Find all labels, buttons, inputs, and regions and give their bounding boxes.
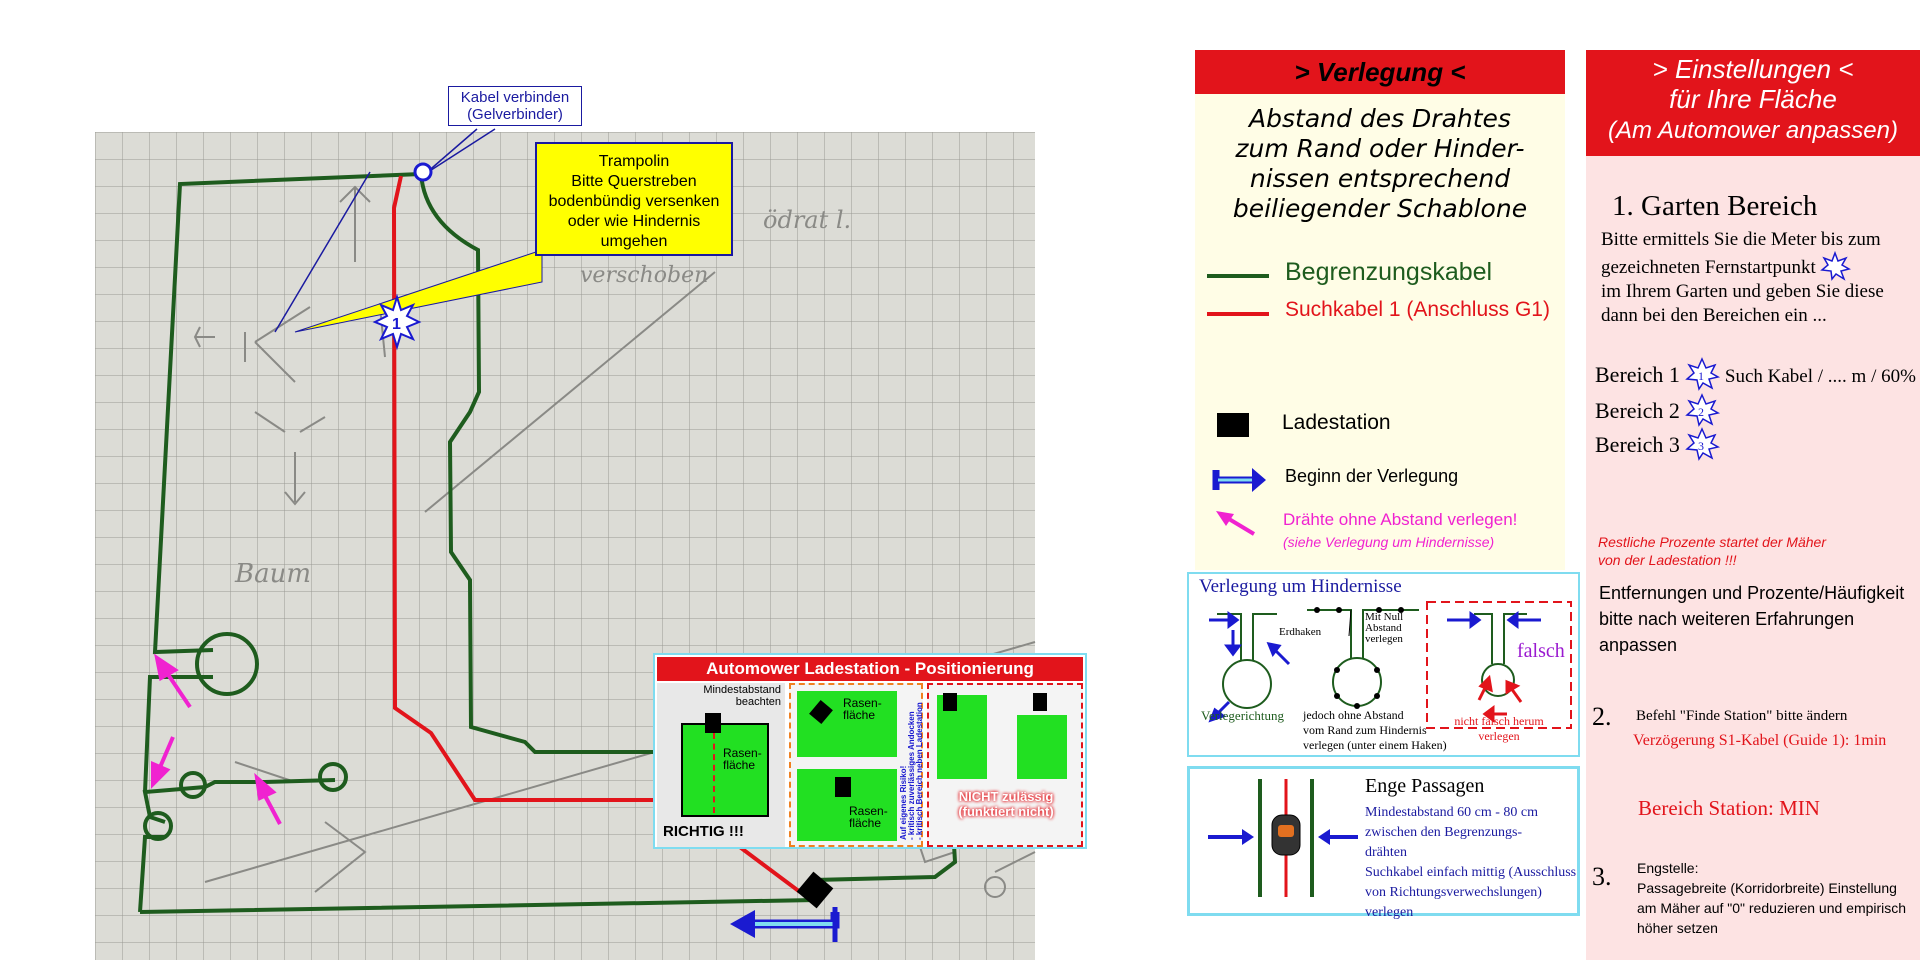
legend-beginn: Beginn der Verlegung [1285, 466, 1459, 486]
legend-begrenzung: Begrenzungskabel [1285, 258, 1493, 286]
s1-title: Garten Bereich [1641, 190, 1818, 222]
rasen-2c: fläche [849, 816, 882, 830]
enge-title: Enge Passagen [1365, 775, 1485, 797]
legend-ladestation-icon [1217, 413, 1249, 437]
desc-2: zum Rand oder Hinder- [1235, 134, 1525, 163]
nicht-falsch-1: nicht falsch herum [1454, 714, 1544, 728]
s2-num: 2. [1592, 702, 1612, 731]
legend-draehte-2: (siehe Verlegung um Hindernisse) [1283, 534, 1495, 550]
s1-num: 1. [1612, 190, 1634, 222]
tramp-5: umgehen [600, 233, 668, 250]
enge-1: Mindestabstand 60 cm - 80 cm [1365, 805, 1539, 820]
rest-2: von der Ladestation !!! [1598, 552, 1737, 568]
kabel-callout [448, 86, 582, 126]
lade-risiko [789, 683, 923, 847]
legend-green-line [1207, 274, 1269, 278]
gelverbinder-marker [415, 164, 431, 180]
falsch: falsch [1517, 640, 1565, 662]
verlegung-header: > Verlegung < [1195, 50, 1565, 94]
nicht-falsch-2: verlegen [1478, 729, 1520, 743]
desc-1: Abstand des Drahtes [1249, 104, 1511, 133]
richtig-text: RICHTIG !!! [663, 823, 744, 840]
legend-magenta-arrow-icon [1214, 508, 1258, 538]
s1-text-2: gezeichneten Fernstartpunkt [1601, 257, 1816, 278]
rasen-1b: Rasen- [843, 696, 882, 710]
s3-text-2: am Mäher auf "0" reduzieren und empirisch [1637, 900, 1907, 916]
rasen-2b: fläche [843, 708, 876, 722]
mindestabstand-text-1: Mindestabstand [703, 684, 781, 696]
sketch-baum: Baum [235, 559, 312, 589]
jedoch [1303, 708, 1447, 753]
jedoch-2: vom Rand zum Hindernis [1303, 723, 1427, 737]
ladestation-panel [653, 653, 1087, 849]
mit-null-2: Abstand [1365, 622, 1402, 634]
verlegung-desc [1195, 104, 1565, 224]
tramp-1: Trampolin [598, 153, 670, 170]
tramp-2: Bitte Querstreben [571, 173, 697, 190]
enge-text [1365, 803, 1577, 923]
s3-text [1637, 858, 1906, 938]
ladestation-title: Automower Ladestation - Positionierung [657, 657, 1083, 681]
enge-2: zwischen den Begrenzungs- [1365, 825, 1523, 840]
eh-1: > Einstellungen < [1652, 54, 1854, 84]
bereich-1-note: Such Kabel / .... m / 60% [1724, 366, 1916, 387]
rest-1: Restliche Prozente startet der Mäher [1598, 534, 1826, 550]
star-2-icon [1685, 394, 1719, 426]
s3-title: Engstelle: [1637, 860, 1699, 876]
entf-1: Entfernungen und Prozente/Häufigkeit [1599, 583, 1905, 603]
lade-richtig [657, 683, 785, 847]
bereich-list [1595, 358, 1916, 462]
enge-drawing [1190, 769, 1360, 909]
star-2-label: 2 [1698, 405, 1705, 419]
enge-panel [1187, 766, 1580, 920]
sketch-top: ödrat l. [763, 206, 852, 234]
nicht-1: NICHT zulässig [958, 789, 1054, 804]
star-3-icon [1685, 428, 1719, 460]
s2-red: Verzögerung S1-Kabel (Guide 1): 1min [1633, 732, 1887, 749]
tramp-4: oder wie Hindernis [567, 213, 701, 230]
tramp-3: bodenbündig versenken [548, 193, 720, 210]
bereich-1-row [1595, 358, 1916, 394]
bereich-3-row [1595, 428, 1916, 462]
bereich-station: Bereich Station: MIN [1638, 796, 1820, 820]
legend-red-line [1207, 312, 1269, 316]
star-1-label: 1 [1698, 369, 1705, 383]
erdhaken: Erdhaken [1279, 626, 1322, 638]
rest-text [1598, 533, 1826, 569]
bereich-2: Bereich 2 [1595, 398, 1680, 423]
s3-text-3: höher setzen [1637, 920, 1718, 936]
sketch-verschoben: verschoben [580, 263, 709, 288]
rasen-1c: Rasen- [849, 804, 888, 818]
legend-draehte-1: Drähte ohne Abstand verlegen! [1283, 510, 1518, 529]
nicht-2: (funktiert nicht) [958, 804, 1054, 819]
legend-such: Suchkabel 1 (Anschluss G1) [1285, 298, 1550, 321]
risiko-3: - kritisch Bereich neben Ladestation [915, 702, 924, 840]
nicht-text [933, 789, 1079, 819]
enge-4: Suchkabel einfach mittig (Ausschluss [1365, 865, 1577, 880]
lade-nicht [927, 683, 1083, 847]
enge-3: drähten [1365, 845, 1407, 860]
desc-4: beiliegender Schablone [1232, 194, 1528, 223]
eh-2: für Ihre Fläche [1669, 84, 1837, 114]
s3-num: 3. [1592, 862, 1612, 891]
star-3-label: 3 [1698, 439, 1705, 453]
mit-null-1: Mit Null [1365, 611, 1404, 623]
garden-plan [95, 132, 1054, 960]
kabel-callout-2: (Gelverbinder) [467, 106, 563, 123]
rasen-2: fläche [723, 758, 756, 772]
mit-null [1365, 612, 1403, 645]
legend-ladestation: Ladestation [1282, 411, 1391, 434]
jedoch-3: verlegen (unter einem Haken) [1303, 738, 1447, 752]
risiko-1: Auf eigenes Risiko! [899, 765, 908, 840]
hindernisse-title: Verlegung um Hindernisse [1199, 576, 1402, 597]
mit-null-3: verlegen [1365, 633, 1403, 645]
einstellungen-panel [1586, 50, 1920, 960]
s1-text-1: Bitte ermittels Sie die Meter bis zum [1601, 229, 1881, 250]
eh-3: (Am Automower anpassen) [1608, 117, 1898, 144]
bereich-3: Bereich 3 [1595, 432, 1680, 457]
mindestabstand-text-2: beachten [735, 696, 781, 708]
rasen-1: Rasen- [723, 746, 762, 760]
nicht-falsch [1439, 714, 1559, 744]
legend-beginn-icon [1212, 464, 1268, 494]
s3-text-1: Passagebreite (Korridorbreite) Einstellung [1637, 880, 1897, 896]
s1-text [1601, 228, 1919, 328]
verlegerichtung: Verlegerichtung [1201, 708, 1285, 723]
start-star-label: 1 [392, 316, 401, 333]
s1-text-3: im Ihrem Garten und geben Sie diese [1601, 281, 1884, 302]
risiko-2: - kritisch zuverlässiges Andocken [907, 711, 916, 840]
entf-text [1599, 580, 1920, 658]
star-1-icon [1685, 358, 1719, 390]
desc-3: nissen entsprechend [1249, 164, 1511, 193]
kabel-callout-1: Kabel verbinden [460, 89, 570, 106]
s1-text-4: dann bei den Bereichen ein ... [1601, 305, 1827, 326]
enge-5: von Richtungsverwechslungen) verlegen [1365, 885, 1542, 920]
bereich-1: Bereich 1 [1595, 362, 1680, 387]
s1-heading [1612, 190, 1817, 223]
jedoch-1: jedoch ohne Abstand [1303, 708, 1404, 722]
einstellungen-header [1586, 50, 1920, 156]
hindernisse-panel [1187, 572, 1580, 757]
fernstart-star-icon [1820, 252, 1850, 280]
bereich-2-row [1595, 394, 1916, 428]
trampolin-callout [535, 142, 733, 256]
entf-2: bitte nach weiteren Erfahrungen anpassen [1599, 609, 1855, 655]
s2-text: Befehl "Finde Station" bitte ändern [1636, 708, 1848, 724]
